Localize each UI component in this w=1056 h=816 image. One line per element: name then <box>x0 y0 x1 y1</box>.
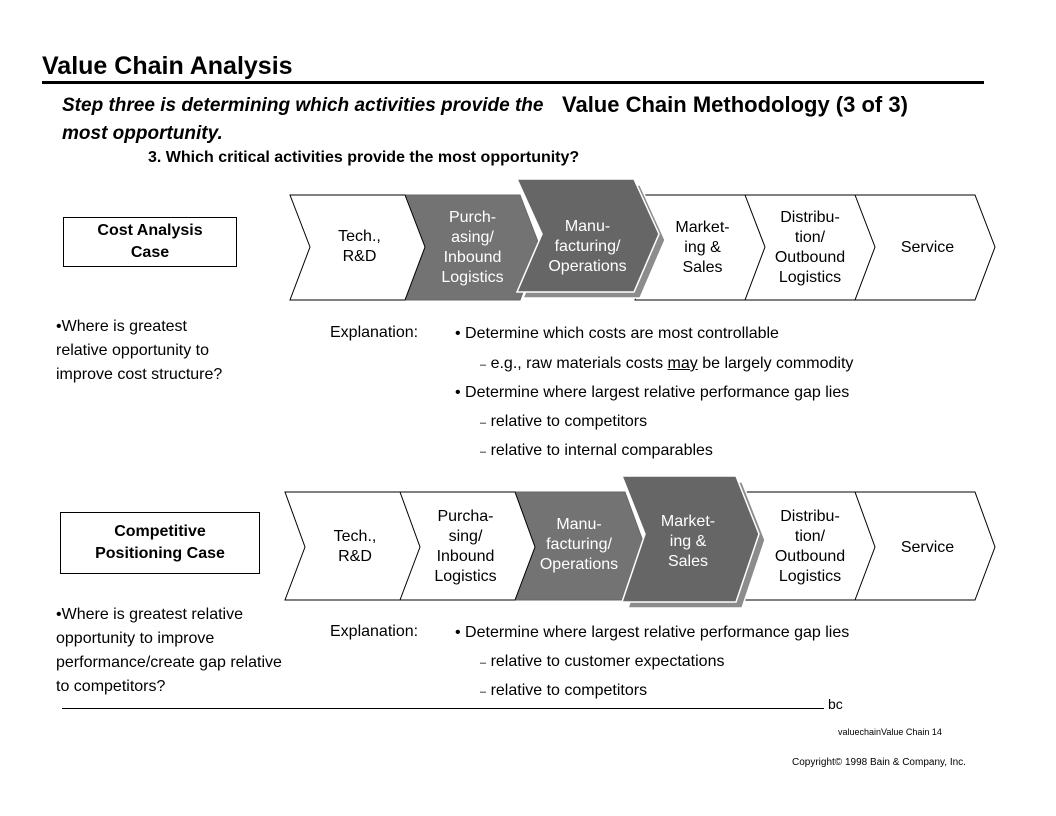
comp-chevron-manufacturing-label: Manu- facturing/ Operations <box>539 516 619 573</box>
question-text: 3. Which critical activities provide the most opportunity? <box>148 149 580 166</box>
comp-bullet-1-sub2: – relative to competitors <box>480 682 648 699</box>
cost-chevron-manufacturing-label: Manu- facturing/ Operations <box>548 218 627 275</box>
cost-bullet-1-sub: – e.g., raw materials costs may be largely commodity <box>480 355 854 372</box>
cost-chevron-purchasing-label: Purch- asing/ Inbound Logistics <box>441 209 504 286</box>
cost-bullet-2: • Determine where largest relative performance gap lies <box>455 384 850 401</box>
page-title: Value Chain Analysis <box>42 52 293 80</box>
footer-file-label: valuechainValue Chain 14 <box>838 727 942 737</box>
bc-label: bc <box>828 696 843 712</box>
cost-chevron-marketing-label: Market- ing & Sales <box>675 219 730 276</box>
comp-chevron-tech-label: Tech., R&D <box>333 528 377 565</box>
comp-case-question: •Where is greatest relative opportunity to improve performance/create gap relative to competitors? <box>56 606 282 695</box>
cost-case-question: •Where is greatest relative opportunity to improve cost structure? <box>56 318 223 383</box>
cost-case-label-line1: Cost Analysis <box>97 222 203 239</box>
comp-chevron-marketing-label: Market- ing & Sales <box>660 513 716 570</box>
bottom-rule <box>62 708 824 709</box>
methodology-title: Value Chain Methodology (3 of 3) <box>562 92 908 117</box>
comp-case-label-line2: Positioning Case <box>95 545 225 562</box>
comp-explanation-label: Explanation: <box>330 623 419 640</box>
comp-bullet-1: • Determine where largest relative performance gap lies <box>455 624 850 641</box>
step-text: Step three is determining which activities provide the most opportunity. <box>62 95 544 144</box>
cost-bullet-2-sub2: – relative to internal comparables <box>480 442 713 459</box>
comp-chevron-purchasing-label: Purcha- sing/ Inbound Logistics <box>434 508 497 585</box>
cost-chevron-distribution-label: Distribu- tion/ Outbound Logistics <box>774 209 846 286</box>
cost-bullet-1: • Determine which costs are most controllable <box>455 325 779 342</box>
cost-bullet-2-sub1: – relative to competitors <box>480 413 648 430</box>
comp-chevron-distribution-label: Distribu- tion/ Outbound Logistics <box>774 508 846 585</box>
comp-chevron-service-label: Service <box>900 539 955 556</box>
cost-chevron-tech-label: Tech., R&D <box>338 228 381 265</box>
comp-bullet-1-sub1: – relative to customer expectations <box>480 653 725 670</box>
cost-explanation-label: Explanation: <box>330 324 419 341</box>
cost-case-label-line2: Case <box>130 244 170 261</box>
copyright: Copyright© 1998 Bain & Company, Inc. <box>792 757 966 768</box>
comp-case-label-line1: Competitive <box>114 523 206 540</box>
cost-chevron-service-label: Service <box>900 239 955 256</box>
